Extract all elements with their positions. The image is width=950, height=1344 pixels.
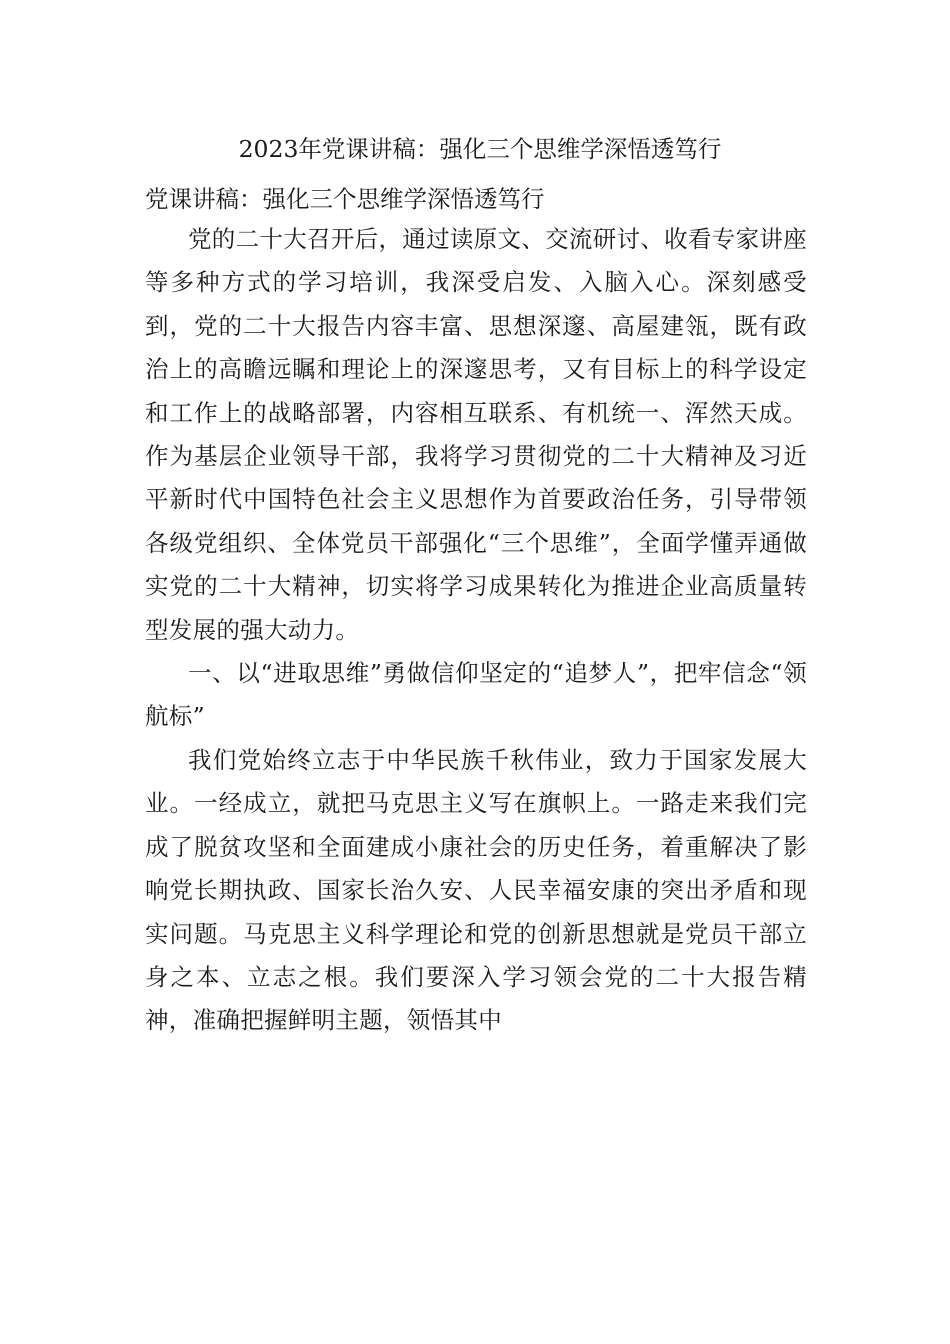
section-1-paragraph: 我们党始终立志于中华民族千秋伟业，致力于国家发展大业。一经成立，就把马克思主义写在旗帜上。一路走来我们完成了脱贫攻坚和全面建成小康社会的历史任务，着重解决了影响党长期执政、国家长治久安、人民幸福安康的突出矛盾和现实问题。马克思主义科学理论和党的创新思想就是党员干部立身之本、立志之根。我们要深入学习领会党的二十大报告精神，准确把握鲜明主题，领悟其中 bbox=[145, 745, 807, 1035]
document-subtitle: 党课讲稿：强化三个思维学深悟透笃行 bbox=[145, 185, 545, 213]
intro-paragraph: 党的二十大召开后，通过读原文、交流研讨、收看专家讲座等多种方式的学习培训，我深受启发、入脑入心。深刻感受到，党的二十大报告内容丰富、思想深邃、高屋建瓴，既有政治上的高瞻远瞩和理论上的深邃思考，又有目标上的科学设定和工作上的战略部署，内容相互联系、有机统一、浑然天成。作为基层企业领导干部，我将学习贯彻党的二十大精神及习近平新时代中国特色社会主义思想作为首要政治任务，引导带领各级党组织、全体党员干部强化“三个思维”，全面学懂弄通做实党的二十大精神，切实将学习成果转化为推进企业高质量转型发展的强大动力。 bbox=[145, 225, 807, 644]
document-title: 2023年党课讲稿：强化三个思维学深悟透笃行 bbox=[238, 135, 722, 163]
section-heading-1: 一、以“进取思维”勇做信仰坚定的“追梦人”，把牢信念“领航标” bbox=[145, 659, 807, 731]
document-body bbox=[145, 118, 807, 1043]
